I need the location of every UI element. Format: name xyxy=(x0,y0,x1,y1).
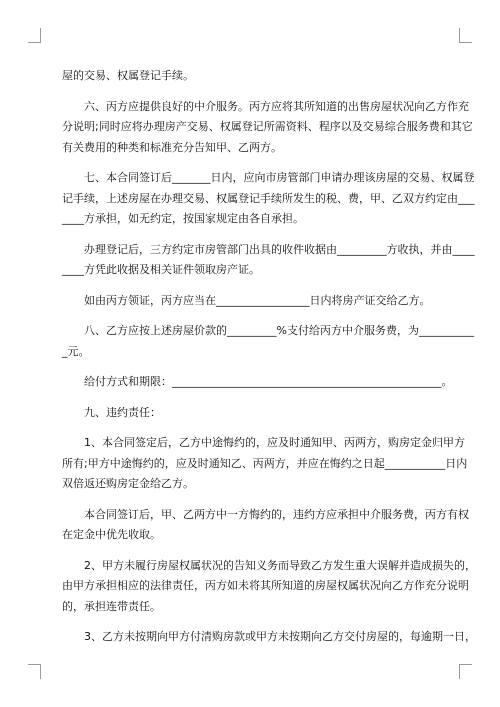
clause-6-line: 六、丙方应提供良好的中介服务。丙方应将其所知道的出售房屋状况向乙方作充 xyxy=(84,99,469,113)
text-line: 在定金中优先收取。 xyxy=(62,528,161,541)
text-line: 记手续，上述房屋在办理交易、权属登记手续所发生的税、费，甲、乙双方约定由___ xyxy=(62,191,475,205)
payment-terms-line: 给付方式和期限：_________________________________________________。 xyxy=(84,375,453,388)
contract-body-text xyxy=(62,66,476,648)
clause-9-heading: 九、违约责任： xyxy=(84,405,161,419)
text-line: 有关费用的种类和标准充分告知甲、乙两方。 xyxy=(62,140,282,154)
crop-mark-bottom-left xyxy=(28,664,41,679)
clause-9-1-line: 1、本合同签定后，乙方中途悔约的，应及时通知甲、丙两方，购房定金归甲方 xyxy=(84,436,465,449)
crop-mark-top-right xyxy=(459,28,472,43)
text-line: ____方凭此收据及相关证件领取房产证。 xyxy=(62,263,260,276)
text-line: 的，承担连带责任。 xyxy=(62,599,161,613)
text-line: 双倍返还购房定金给乙方。 xyxy=(62,477,194,490)
clause-8-line: 八、乙方应按上述房屋价款的_________%支付给丙方中介服务费，为__________ xyxy=(84,324,474,337)
crop-mark-bottom-right xyxy=(459,664,472,679)
text-line: ____方承担，如无约定，按国家规定由各自承担。 xyxy=(62,212,304,225)
clause-7-line: 七、本合同签订后_______日内，应向市房管部门申请办理该房屋的交易、权属登 xyxy=(84,171,475,184)
text-line: 所有;甲方中途悔约的，应及时通知乙、丙两方，并应在悔约之日起___________日内 xyxy=(62,456,468,470)
clause-9-3-line: 3、乙方未按期向甲方付清购房款或甲方未按期向乙方交付房屋的，每逾期一日， xyxy=(84,630,476,643)
clause-9-2-line: 2、甲方未履行房屋权属状况的告知义务而导致乙方发生重大误解并造成损失的， xyxy=(84,558,476,572)
text-line: 分说明;同时应将办理房产交易、权属登记所需资料、程序以及交易综合服务费和其它 xyxy=(62,120,473,133)
crop-mark-top-left xyxy=(28,28,41,43)
text-line: 办理登记后，三方约定市房管部门出具的收件收据由_________方收执，并由____ xyxy=(84,242,475,256)
text-line: 如由丙方领证，丙方应当在_________________日内将房产证交给乙方。 xyxy=(84,293,431,307)
text-line: 屋的交易、权属登记手续。 xyxy=(62,69,194,82)
text-line: 由甲方承担相应的法律责任，丙方如未将其所知道的房屋权属状况向乙方作充分说明 xyxy=(62,579,469,592)
text-line: 本合同签订后，甲、乙两方中一方悔约的，违约方应承担中介服务费，丙方有权 xyxy=(84,507,469,521)
text-line: _元。 xyxy=(62,344,90,358)
